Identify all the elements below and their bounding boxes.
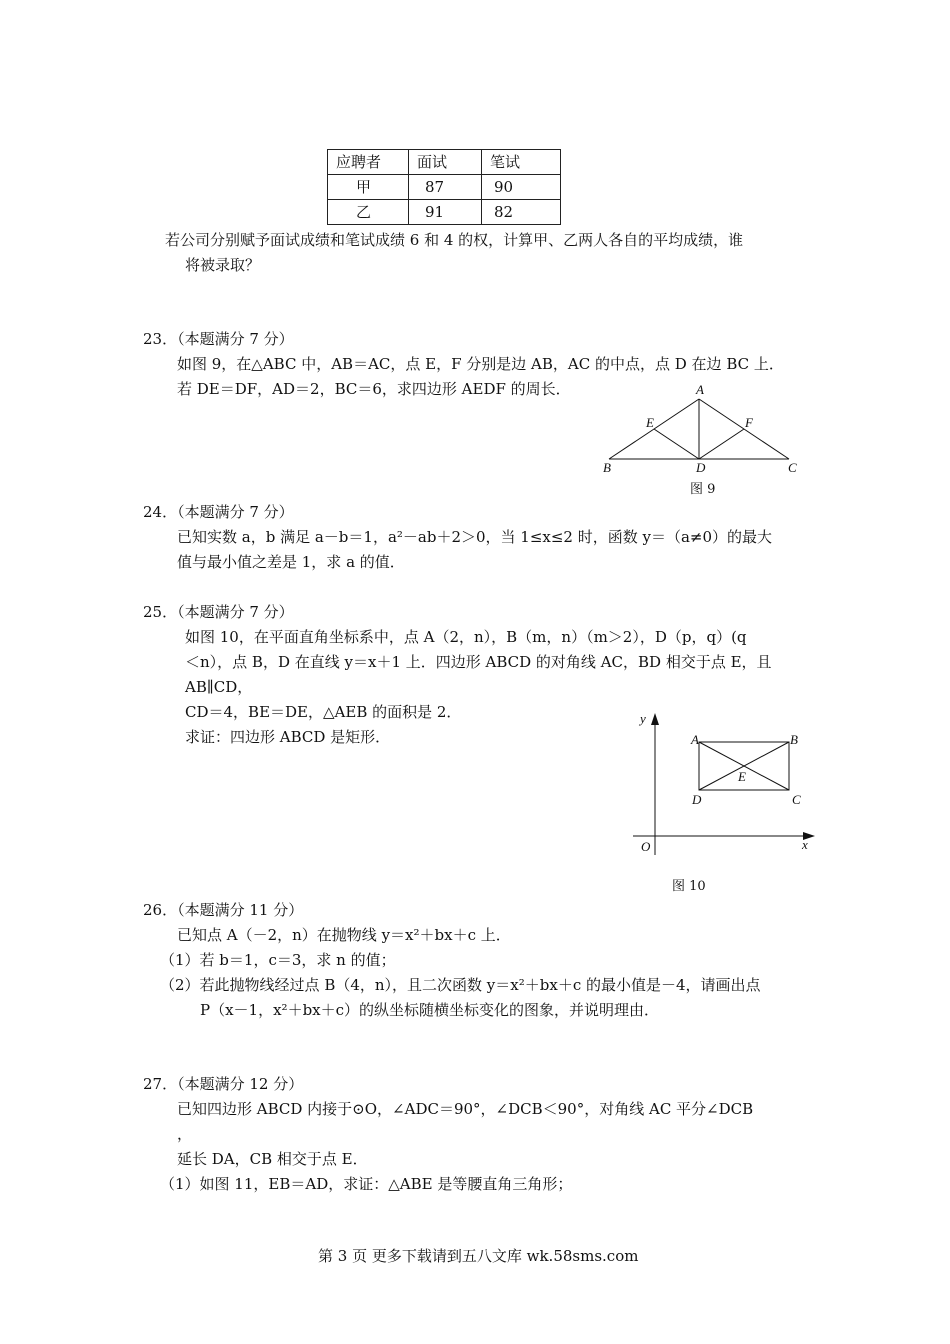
q24-heading: 24．（本题满分 7 分） — [143, 503, 294, 521]
label-f: F — [745, 415, 753, 430]
q23-line2: 若 DE＝DF，AD＝2，BC＝6，求四边形 AEDF 的周长． — [177, 380, 571, 398]
q24-line2: 值与最小值之差是 1，求 a 的值． — [177, 553, 405, 571]
label-d: D — [696, 460, 706, 475]
label-x: x — [802, 837, 808, 852]
q23-line1: 如图 9，在△ABC 中，AB＝AC，点 E，F 分别是边 AB，AC 的中点，点 D 在边 BC 上． — [177, 355, 784, 373]
table-header-row — [328, 150, 561, 175]
score-table — [327, 149, 561, 225]
label-b: B — [603, 460, 611, 475]
q27-line2: ， — [177, 1125, 193, 1143]
label-b: B — [790, 732, 798, 747]
label-a: A — [696, 382, 704, 397]
q27-line1: 已知四边形 ABCD 内接于⊙O，∠ADC＝90°，∠DCB＜90°，对角线 AC 平分∠DCB — [177, 1100, 754, 1118]
table-cell: 82 — [482, 200, 561, 225]
q26-line3: （2）若此抛物线经过点 B（4，n），且二次函数 y＝x²＋bx＋c 的最小值是－4，请画出点 — [160, 976, 761, 994]
q27-heading: 27．（本题满分 12 分） — [143, 1075, 304, 1093]
label-a: A — [691, 732, 699, 747]
q27-line3: 延长 DA，CB 相交于点 E． — [177, 1150, 368, 1168]
q25-heading: 25．（本题满分 7 分） — [143, 603, 294, 621]
label-e: E — [646, 415, 654, 430]
q24-line1: 已知实数 a，b 满足 a－b＝1，a²－ab＋2＞0，当 1≤x≤2 时，函数 y＝（a≠0）的最大 — [177, 528, 773, 546]
q27-line4: （1）如图 11，EB＝AD，求证：△ABE 是等腰直角三角形； — [160, 1175, 573, 1193]
label-d: D — [692, 792, 702, 807]
q22-line1: 若公司分别赋予面试成绩和笔试成绩 6 和 4 的权，计算甲、乙两人各自的平均成绩，谁 — [165, 231, 744, 249]
figure-9-caption: 图 9 — [690, 482, 716, 497]
q25-line4: CD＝4，BE＝DE，△AEB 的面积是 2． — [185, 703, 462, 721]
q25-line1: 如图 10，在平面直角坐标系中，点 A（2，n），B（m，n）（m＞2），D（p，q）(q — [185, 628, 747, 646]
table-header-cell: 笔试 — [482, 150, 561, 175]
figure-9 — [590, 380, 810, 480]
label-o: O — [641, 839, 651, 854]
table-row — [328, 175, 561, 200]
label-y: y — [640, 711, 646, 726]
table-cell: 甲 — [328, 175, 409, 200]
figure-10-caption: 图 10 — [672, 879, 706, 894]
q25-line3: AB∥CD， — [185, 678, 253, 696]
table-header-cell: 应聘者 — [328, 150, 409, 175]
figure-10 — [625, 705, 825, 865]
q26-heading: 26．（本题满分 11 分） — [143, 901, 304, 919]
y-axis-arrow — [651, 713, 659, 725]
q26-line4: P（x－1，x²＋bx＋c）的纵坐标随横坐标变化的图象，并说明理由． — [200, 1001, 660, 1019]
q23-heading: 23．（本题满分 7 分） — [143, 330, 294, 348]
q25-line5: 求证：四边形 ABCD 是矩形． — [185, 728, 391, 746]
label-c: C — [788, 460, 797, 475]
q22-line2: 将被录取？ — [185, 256, 261, 274]
table-header-cell: 面试 — [409, 150, 482, 175]
q26-line2: （1）若 b＝1，c＝3，求 n 的值； — [160, 951, 396, 969]
q25-line2: ＜n），点 B，D 在直线 y＝x＋1 上．四边形 ABCD 的对角线 AC，BD 相交于点 E，且 — [185, 653, 772, 671]
q26-line1: 已知点 A（－2，n）在抛物线 y＝x²＋bx＋c 上． — [177, 926, 511, 944]
label-c: C — [792, 792, 801, 807]
table-cell: 90 — [482, 175, 561, 200]
page-footer: 第 3 页 更多下载请到五八文库 wk.58sms.com — [318, 1247, 639, 1265]
table-cell: 91 — [409, 200, 482, 225]
table-row — [328, 200, 561, 225]
table-cell: 87 — [409, 175, 482, 200]
label-e: E — [738, 769, 746, 784]
table-cell: 乙 — [328, 200, 409, 225]
